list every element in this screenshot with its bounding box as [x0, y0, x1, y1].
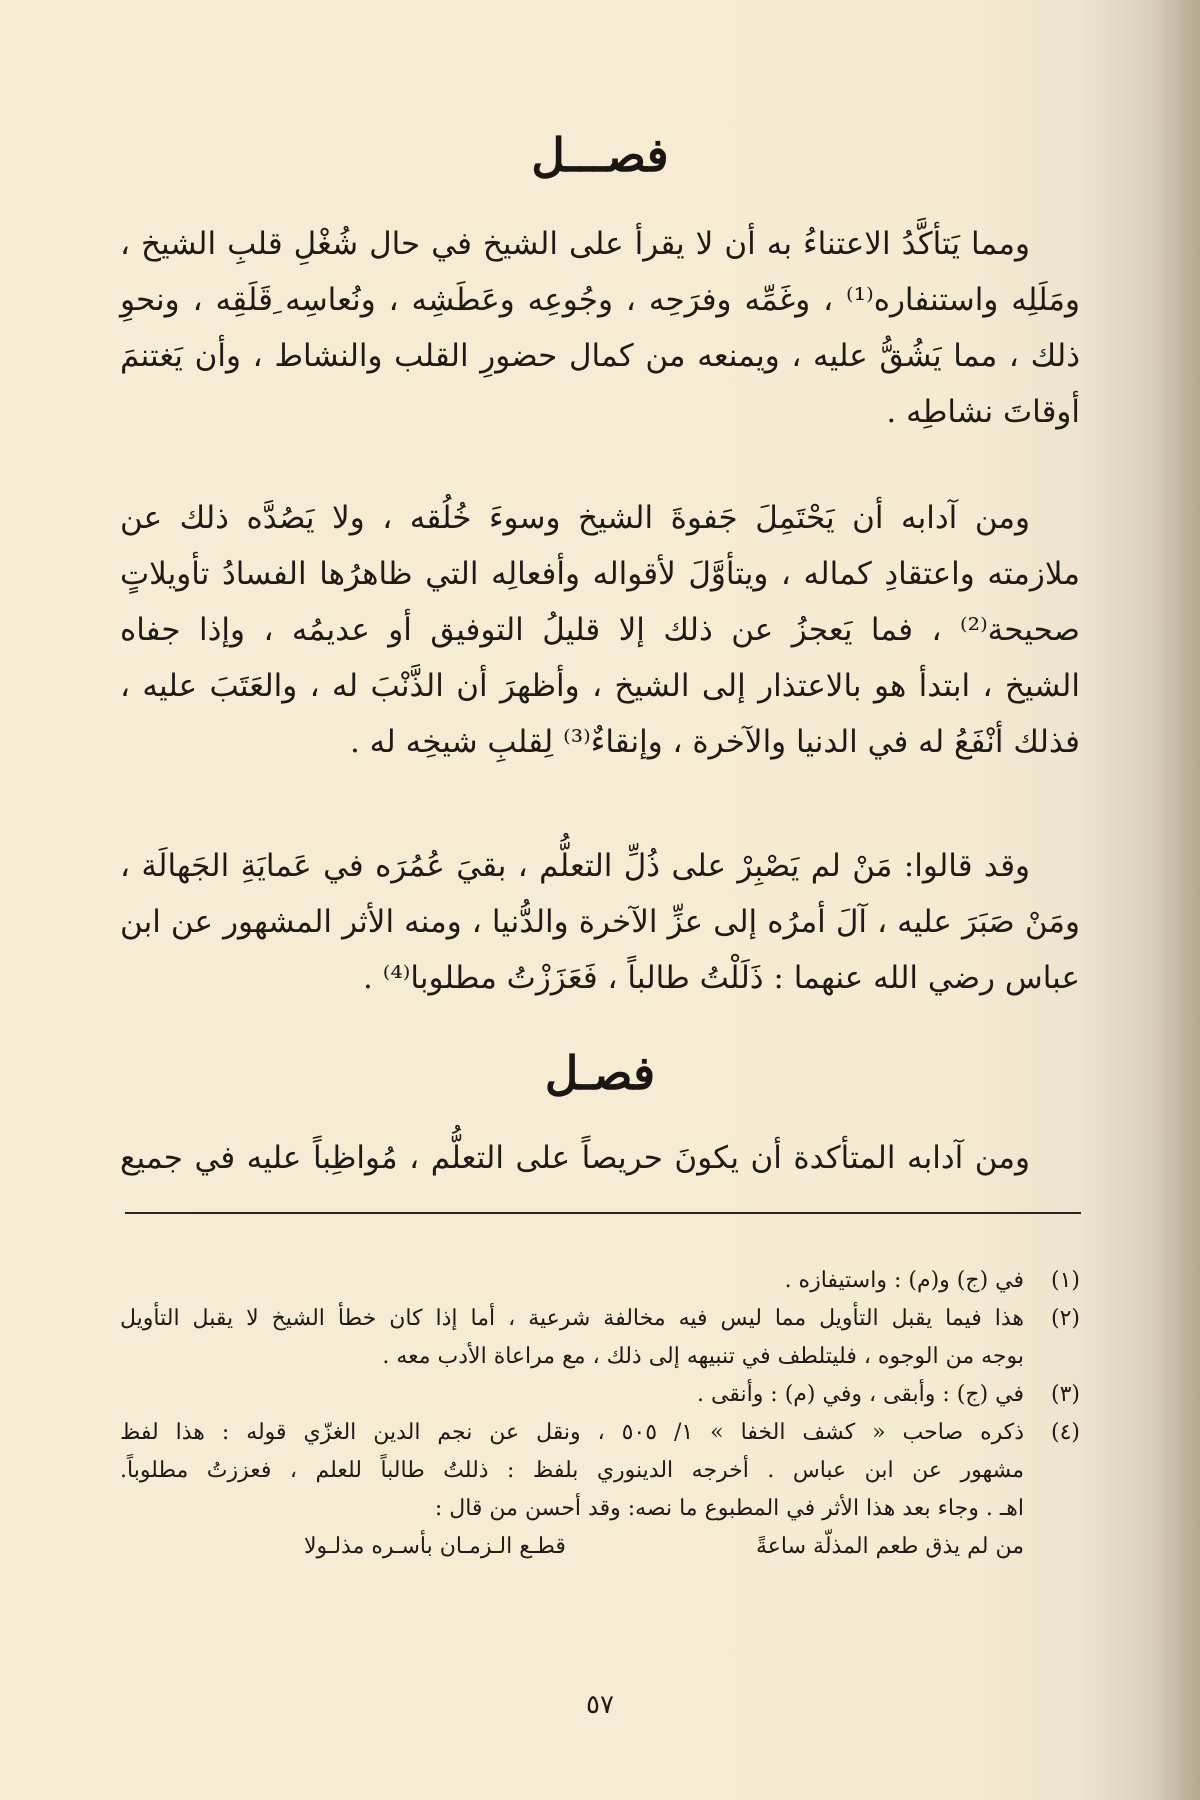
footnote-2 — [120, 1300, 1080, 1376]
paragraph-4 — [120, 1130, 1080, 1186]
verse-first-hemistich: من لم يذق طعم المذلّة ساعةً — [756, 1534, 1024, 1559]
text-line: الشيخ ، ابتدأ هو بالاعتذار إلى الشيخ ، وأظهرَ أن الذَّنْبَ له ، والعَتَبَ عليه ، — [120, 668, 1080, 704]
footnote-line: مشهور عن ابن عباس . أخرجه الدينوري بلفظ : ذللتُ طالباً للعلم ، فعززتُ مطلوباً. — [120, 1458, 1024, 1483]
text-line: صحيحة⁽²⁾ ، فما يَعجزُ عن ذلك إلا قليلُ التوفيق أو عديمُه ، وإذا جفاه — [120, 612, 1080, 648]
footnote-4 — [120, 1414, 1080, 1528]
footnote-line: ذكره صاحب « كشف الخفا » ١/ ٥٠٥ ، ونقل عن نجم الدين الغزّي قوله : هذا لفظ — [120, 1420, 1025, 1445]
footnote-3 — [120, 1376, 1080, 1414]
paragraph-2 — [120, 490, 1080, 770]
footnote-line: بوجه من الوجوه ، فليتلطف في تنبيهه إلى ذلك ، مع مراعاة الأدب معه . — [382, 1344, 1024, 1369]
text-line: أوقاتَ نشاطِه . — [886, 394, 1080, 430]
footnote-line: في (ج) و(م) : واستيفازه . — [784, 1268, 1024, 1293]
section-title: فصـل — [544, 1046, 656, 1100]
text-line: ومما يَتأكَّدُ الاعتناءُ به أن لا يقرأ على الشيخ في حال شُغْلِ قلبِ الشيخ ، — [120, 226, 1030, 262]
footnotes — [120, 1262, 1080, 1568]
text-line: وقد قالوا: مَنْ لم يَصْبِرْ على ذُلِّ التعلُّم ، بقيَ عُمُرَه في عَمايَةِ الجَهالَة ، — [120, 848, 1030, 884]
paragraph-1 — [120, 216, 1080, 440]
verse-second-hemistich: قطـع الـزمـان بأسـره مذلـولا — [304, 1534, 566, 1559]
footnote-line: في (ج) : وأبقى ، وفي (م) : وأنقى . — [697, 1382, 1024, 1407]
text-line: ذلك ، مما يَشُقُّ عليه ، ويمنعه من كمال حضورِ القلب والنشاط ، وأن يَغتنمَ — [120, 338, 1080, 374]
footnote-line: اهـ . وجاء بعد هذا الأثر في المطبوع ما نصه: وقد أحسن من قال : — [434, 1496, 1024, 1521]
text-line: ومن آدابه أن يَحْتَمِلَ جَفوةَ الشيخ وسوءَ خُلُقه ، ولا يَصُدَّه ذلك عن — [120, 500, 1030, 536]
footnote-number: (٣) — [1050, 1382, 1080, 1407]
footnote-number: (٢) — [1050, 1306, 1080, 1331]
text-line: ملازمته واعتقادِ كماله ، ويتأوَّلَ لأقواله وأفعالِه التي ظاهرُها الفسادُ تأويلاتٍ — [120, 556, 1080, 592]
footnote-number: (١) — [1050, 1268, 1080, 1293]
text-line: فذلك أنْفَعُ له في الدنيا والآخرة ، وإنقاءٌ⁽³⁾ لِقلبِ شيخِه له . — [349, 724, 1080, 760]
footnote-1 — [120, 1262, 1080, 1300]
footnote-line: هذا فيما يقبل التأويل مما ليس فيه مخالفة شرعية ، أما إذا كان خطأ الشيخ لا يقبل التأويل — [120, 1306, 1024, 1331]
text-line: ومَنْ صَبَرَ عليه ، آلَ أمرُه إلى عزِّ الآخرة والدُّنيا ، ومنه الأثر المشهور عن ابن — [120, 904, 1080, 940]
footnote-number: (٤) — [1050, 1420, 1080, 1445]
paragraph-3 — [120, 838, 1080, 1006]
text-line: ومَلَلِه واستنفاره⁽¹⁾ ، وغَمِّه وفرَحِه ، وجُوعِه وعَطَشِه ، ونُعاسِه ِقَلَقِه ، ونحوِ — [120, 282, 1080, 318]
text-line: ومن آدابه المتأكدة أن يكونَ حريصاً على التعلُّم ، مُواظِباً عليه في جميع — [120, 1140, 1030, 1176]
footnote-separator — [125, 1212, 1081, 1214]
poetry-verse — [304, 1528, 1024, 1568]
page-number: ٥٧ — [586, 1690, 614, 1720]
section-title: فصـــل — [531, 128, 669, 182]
text-line: عباس رضي الله عنهما : ذَلَلْتُ طالباً ، فَعَزَزْتُ مطلوبا⁽⁴⁾ . — [363, 960, 1080, 996]
